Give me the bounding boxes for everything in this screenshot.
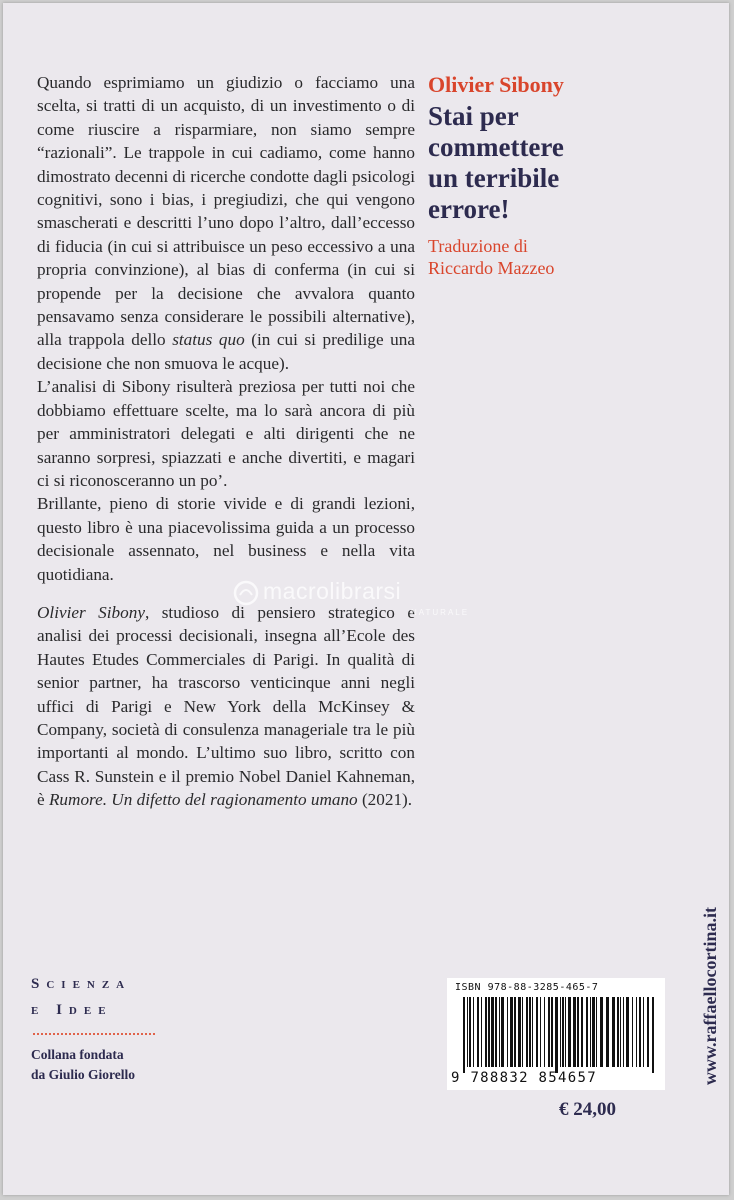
barcode-bar xyxy=(555,997,558,1073)
series-info xyxy=(31,971,181,1085)
series-note-line-2: da Giulio Giorello xyxy=(31,1067,136,1082)
barcode-bar xyxy=(632,997,633,1067)
author-name: Olivier Sibony xyxy=(428,72,564,97)
barcode-bar xyxy=(536,997,538,1067)
title-line: errore! xyxy=(428,194,510,224)
barcode-bar xyxy=(643,997,644,1067)
barcode-bar xyxy=(488,997,490,1067)
barcode-bar xyxy=(560,997,561,1067)
series-name-line-2: e Idee xyxy=(31,1002,113,1018)
series-note-line-1: Collana fondata xyxy=(31,1047,124,1062)
barcode-bar xyxy=(647,997,649,1067)
barcode-bar xyxy=(617,997,619,1067)
barcode-bar xyxy=(592,997,595,1067)
barcode-bar xyxy=(596,997,597,1067)
barcode-bar xyxy=(626,997,629,1067)
barcode-bar xyxy=(586,997,588,1067)
price: € 24,00 xyxy=(559,1099,616,1120)
barcode-bar xyxy=(529,997,531,1067)
barcode-bar xyxy=(606,997,609,1067)
barcode-bar xyxy=(477,997,479,1067)
barcode-bar xyxy=(532,997,533,1067)
series-name-line-1: Scienza xyxy=(31,976,132,992)
barcode-bar xyxy=(577,997,579,1067)
isbn-label: ISBN 978-88-3285-465-7 xyxy=(455,982,599,993)
status-quo-italic: status quo xyxy=(172,330,245,350)
barcode-bar xyxy=(590,997,591,1067)
barcode-bar xyxy=(467,997,468,1067)
barcode-bar xyxy=(581,997,583,1067)
bio-author-name: Olivier Sibony xyxy=(37,602,145,622)
translator-name: Riccardo Mazzeo xyxy=(428,258,555,278)
barcode-bar xyxy=(652,997,654,1073)
barcode-bar xyxy=(568,997,571,1067)
isbn-barcode xyxy=(447,978,665,1090)
barcode-bar xyxy=(501,997,504,1067)
barcode-bar xyxy=(507,997,508,1067)
book-back-cover xyxy=(3,3,729,1195)
barcode-bar xyxy=(623,997,624,1067)
barcode-bar xyxy=(495,997,497,1067)
barcode-digits: 9 788832 854657 xyxy=(451,1070,597,1086)
barcode-bar xyxy=(526,997,528,1067)
title-line: Stai per xyxy=(428,101,519,131)
barcode-bar xyxy=(548,997,550,1067)
title-line: un terribile xyxy=(428,163,560,193)
description-paragraph-3: Brillante, pieno di storie vivide e di grandi lezioni, questo libro è una piacevolissima guida a un processo decisionale assennato, nel business e nella vita quotidiana. xyxy=(37,494,415,584)
bio-book-title: Rumore. Un difetto del ragionamento umano xyxy=(48,790,358,810)
barcode-bar xyxy=(522,997,523,1067)
barcode-bar xyxy=(620,997,621,1067)
barcode-bar xyxy=(562,997,564,1067)
barcode-bars xyxy=(453,997,661,1073)
barcode-bar xyxy=(491,997,494,1067)
book-title xyxy=(428,101,658,225)
book-description xyxy=(37,71,415,812)
barcode-bar xyxy=(481,997,482,1067)
title-block xyxy=(428,71,658,279)
barcode-bar xyxy=(485,997,487,1067)
barcode-bar xyxy=(565,997,566,1067)
barcode-bar xyxy=(551,997,553,1067)
barcode-bar xyxy=(510,997,513,1067)
barcode-bar xyxy=(499,997,500,1067)
description-paragraph-2: L’analisi di Sibony risulterà preziosa per tutti noi che dobbiamo effettuare scelte, ma lo sarà ancora di più per amministratori delegati e alti dirigenti che ne saranno sorpresi, spiazzati e anche divertiti, e magari ci si riconosceranno un po’. xyxy=(37,377,415,490)
watermark-tagline: NATURALE xyxy=(411,608,470,617)
author-bio: Olivier Sibony, studioso di pensiero strategico e analisi dei processi decisionali, insegna all’Ecole des Hautes Etudes Commerciales di Parigi. In qualità di senior partner, ha trascorso venticinque anni negli uffici di Parigi e New York della McKinsey & Company, società di consulenza manageriale tra le più importanti al mondo. L’ultimo suo libro, scritto con Cass R. Sunstein e il premio Nobel Daniel Kahneman, è Rumore. Un difetto del ragionamento umano (2021). xyxy=(37,602,415,810)
barcode-bar xyxy=(573,997,576,1067)
barcode-bar xyxy=(540,997,541,1067)
barcode-bar xyxy=(612,997,615,1067)
publisher-website: www.raffaellocortina.it xyxy=(700,907,720,1085)
barcode-bar xyxy=(544,997,545,1067)
barcode-bar xyxy=(473,997,474,1067)
barcode-bar xyxy=(639,997,641,1067)
watermark-brand: macrolibrarsi xyxy=(263,578,402,604)
title-line: commettere xyxy=(428,132,564,162)
barcode-bar xyxy=(518,997,521,1067)
dotted-divider xyxy=(33,1033,155,1035)
barcode-bar xyxy=(514,997,516,1067)
barcode-bar xyxy=(463,997,465,1073)
barcode-bar xyxy=(636,997,637,1067)
barcode-bar xyxy=(469,997,471,1067)
description-paragraph-1: Quando esprimiamo un giudizio o facciamo una scelta, si tratti di un acquisto, di un investimento o di come riuscire a risparmiare, non siamo sempre “razionali”. Le trappole in cui cadiamo, come hanno dimostrato decenni di ricerche condotte dagli psicologi cognitivi, sono i bias, i pregiudizi, che qui vengono smascherati e descritti l’uno dopo l’altro, dall’eccesso di fiducia (in cui si attribuisce un peso eccessivo a una propria convinzione), al bias di conferma (in cui si propende per la decisione che avvalora quanto pensavamo senza considerare le possibili alternative), alla trappola dello status quo (in cui si predilige una decisione che non smuova le acque). xyxy=(37,73,416,373)
barcode-bar xyxy=(600,997,603,1067)
translator-credit: Traduzione di Riccardo Mazzeo xyxy=(428,235,658,279)
